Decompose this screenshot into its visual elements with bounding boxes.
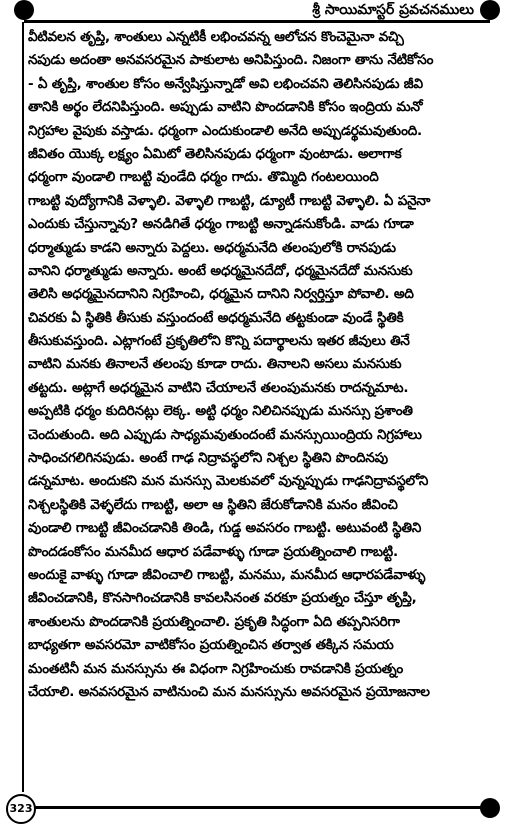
text-line: గాబట్టి వుద్యోగానికి వెళ్ళాలి. వెళ్ళాలి గాబట్టి, డ్యూటీ గాబట్టి వెళ్ళాలి. ఏ పనైనా — [28, 192, 431, 209]
header-rule — [24, 20, 490, 23]
text-line: వానిని ధర్మాత్ముడు అన్నారు. అంటే అధర్మమైనదేదో, ధర్మమైనదేదో మనసుకు — [28, 262, 413, 279]
text-line: తీసుకువస్తుంది. ఎట్లాగంటే ప్రకృతిలోని కొన్ని పదార్థాలను ఇతర జీవులు తినే — [28, 333, 410, 350]
text-line: మంతటినీ మన మనస్సును ఈ విధంగా నిగ్రహించుకు రావడానికి ప్రయత్నం — [28, 660, 403, 677]
text-line: చెందుతుంది. అది ఎప్పుడు సాధ్యమవుతుందంటే మనస్సుయింద్రియ నిగ్రహాలు — [28, 426, 422, 443]
text-line: జీవితం యొక్క లక్ష్యం ఏమిటో తెలిసినపుడు ధర్మంగా వుంటాడు. అలాగాక — [28, 145, 402, 162]
body-text — [28, 26, 496, 704]
footer-rule — [34, 806, 490, 809]
page-number: 323 — [6, 794, 36, 824]
text-line: బాధ్యతగా అవసరమో వాటికోసం ప్రయత్నించిన తర్వాత తక్కిన సమయ — [28, 637, 394, 654]
text-line: చివరకు ఏ స్థితికి తీసుకు వస్తుందంటే అధర్మమనేది తట్టకుండా వుండే స్థితికి — [28, 309, 404, 326]
text-line: నపుడు అదంతా అనవసరమైన పాకులాట అనిపిస్తుంది. నిజంగా తాను నేటికోసం — [28, 52, 434, 69]
text-line: చేయాలి. అనవసరమైన వాటినుంచి మన మనస్సును అవసరమైన ప్రయోజనాల — [28, 683, 430, 700]
text-line: ధర్మాత్ముడు కాడని అన్నారు పెద్దలు. అధర్మమనేది తలంపులోకి రానపుడు — [28, 239, 396, 256]
header-left-dot — [14, 0, 34, 20]
footer-right-dot — [480, 798, 500, 818]
text-line: వుండాలి గాబట్టి జీవించడానికి తిండి, గుడ్డ అవసరం గాబట్టి. అటువంటి స్థితిని — [28, 520, 422, 537]
page-footer — [0, 790, 520, 826]
text-line: పొందడంకోసం మనమీద ఆధార పడేవాళ్ళు గూడా ప్రయత్నించాలి గాబట్టి. — [28, 543, 398, 560]
text-line: ఎందుకు చేస్తున్నావు? అనడిగితే ధర్మం గాబట్టి అన్నాడనుకోండి. వాడు గూడా — [28, 216, 414, 233]
text-line: తెలిసి అధర్మమైనదానిని నిగ్రహించి, ధర్మమైన దానిని నిర్వర్తిస్తూ పోవాలి. అది — [28, 286, 414, 303]
text-line: సాధించగలిగినపుడు. అంటే గాఢ నిద్రావస్థలోని నిశ్చల స్థితిని పొందినపు — [28, 450, 388, 467]
text-line: డన్నమాట. అందుకని మన మనస్సు మెలకువలో వున్నప్పుడు గాఢనిద్రావస్థలోని — [28, 473, 429, 490]
text-line: శాంతులను పొందడానికి ప్రయత్నించాలి. ప్రకృతి సిద్ధంగా ఏది తప్పనిసరిగా — [28, 613, 400, 630]
left-margin-rule — [22, 22, 24, 792]
text-line: అందుకై వాళ్ళు గూడా జీవించాలి గాబట్టి, మనము, మనమీద ఆధారపడేవాళ్ళు — [28, 566, 426, 583]
header-right-dot — [480, 0, 500, 20]
text-line: వీటివలన తృప్తి, శాంతులు ఎన్నటికీ లభించవన్న ఆలోచన కొంచెమైనా వచ్చి — [28, 29, 404, 45]
text-line: నిశ్చలస్థితికి వెళ్ళలేదు గాబట్టి, అలా ఆ స్థితిని జేరుకోడానికి మనం జీవించి — [28, 496, 398, 513]
text-line: అప్పటికి ధర్మం కుదిరినట్లు లెక్క. అట్టి ధర్మం నిలిచినప్పుడు మనస్సు ప్రశాంతి — [28, 403, 413, 420]
text-line: వాటిని మనకు తినాలనే తలంపు కూడా రాదు. తినాలని అసలు మనసుకు — [28, 356, 402, 373]
text-line: నిగ్రహాల వైపుకు వస్తాడు. ధర్మంగా ఎందుకుండాలి అనేది అప్పుడర్థమవుతుంది. — [28, 122, 422, 139]
text-line: ధర్మంగా వుండాలి గాబట్టి వుండేది ధర్మం గాదు. తొమ్మిది గంటలయింది — [28, 169, 379, 186]
text-line: తానికి అర్థం లేదనిపిస్తుంది. అప్పుడు వాటిని పొందడానికి కోసం ఇంద్రియ మనో — [28, 99, 423, 116]
text-line: జీవించడానికి, కొనసాగించడానికి కావలసినంత వరకూ ప్రయత్నం చేస్తూ తృప్తి, — [28, 590, 417, 607]
page-header — [0, 0, 520, 28]
text-line: - ఏ తృప్తి, శాంతుల కోసం అన్వేషిస్తున్నాడో అవి లభించవని తెలిసినపుడు జీవి — [28, 75, 423, 92]
text-line: తట్టదు. అట్లాగే అధర్మమైన వాటిని చేయాలనే తలంపుమనకు రాదన్నమాట. — [28, 379, 409, 396]
running-title: శ్రీ సాయిమాస్టర్ ప్రవచనములు — [306, 0, 480, 20]
